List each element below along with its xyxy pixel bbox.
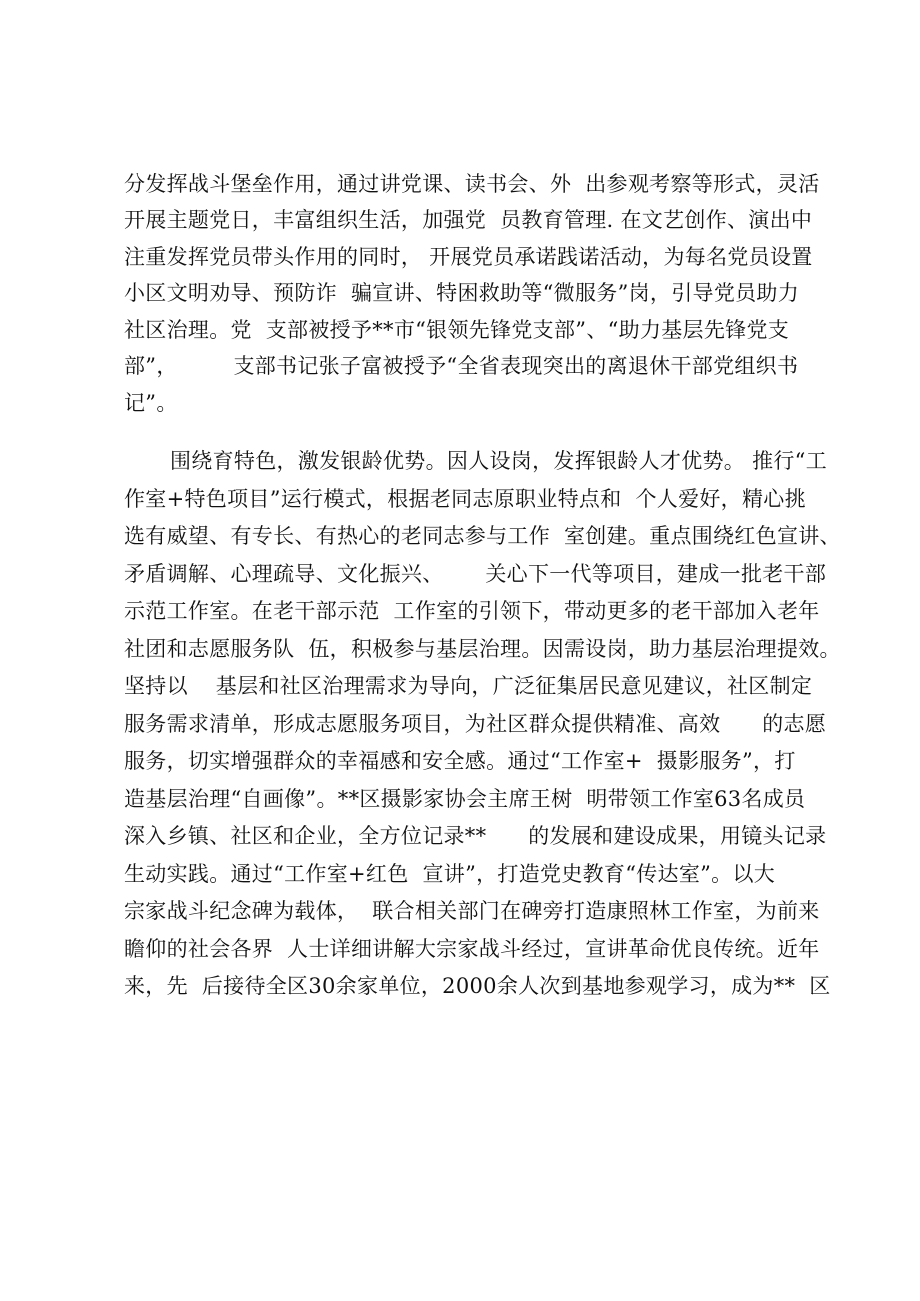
text-line: 服务，切实增强群众的幸福感和安全感。通过“工作室+ 摄影服务”，打 xyxy=(124,749,796,773)
text-line: 小区文明劝导、预防诈 骗宣讲、特困救助等“微服务”岗，引导党员助力 xyxy=(124,281,800,305)
text-line: 深入乡镇、社区和企业，全方位记录** 的发展和建设成果，用镜头记录 xyxy=(124,824,827,848)
text-line: 社团和志愿服务队 伍，积极参与基层治理。因需设岗，助力基层治理提效。 xyxy=(124,637,841,661)
text-line: 瞻仰的社会各界 人士详细讲解大宗家战斗经过，宣讲革命优良传统。近年 xyxy=(124,937,820,961)
paragraph-first-line: 围绕育特色，激发银龄优势。因人设岗，发挥银龄人才优势。 推行“工 xyxy=(170,449,828,473)
text-line: 注重发挥党员带头作用的同时， 开展党员承诺践诺活动，为每名党员设置 xyxy=(124,245,813,269)
text-line: 来，先 后接待全区30余家单位，2000余人次到基地参观学习，成为** 区 xyxy=(124,974,831,998)
text-line: 宗家战斗纪念碑为载体， 联合相关部门在碑旁打造康照林工作室，为前来 xyxy=(124,899,820,923)
text-line: 选有威望、有专长、有热心的老同志参与工作 室创建。重点围绕红色宣讲、 xyxy=(124,524,841,548)
text-line: 部”， 支部书记张子富被授予“全省表现突出的离退休干部党组织书 xyxy=(124,354,799,378)
text-line: 示范工作室。在老干部示范 工作室的引领下，带动更多的老干部加入老年 xyxy=(124,599,820,623)
text-line: 作室+特色项目”运行模式，根据老同志原职业特点和 个人爱好，精心挑 xyxy=(124,487,806,511)
text-line: 服务需求清单，形成志愿服务项目，为社区群众提供精准、高效 的志愿 xyxy=(124,712,827,736)
text-line: 生动实践。通过“工作室+红色 宣讲”，打造党史教育“传达室”。以大 xyxy=(124,862,776,886)
text-line: 造基层治理“自画像”。**区摄影家协会主席王树 明带领工作室63名成员 xyxy=(124,787,806,811)
text-line: 分发挥战斗堡垒作用，通过讲党课、读书会、外 出参观考察等形式，灵活 xyxy=(124,172,820,196)
text-line: 矛盾调解、心理疏导、文化振兴、 关心下一代等项目，建成一批老干部 xyxy=(124,562,827,586)
text-line: 社区治理。党 支部被授予**市“银领先锋党支部”、“助力基层先锋党支 xyxy=(124,318,790,342)
text-line: 记”。 xyxy=(124,391,178,415)
text-line: 开展主题党日，丰富组织生活，加强党 员教育管理. 在文艺创作、演出中 xyxy=(124,208,813,232)
text-line: 坚持以 基层和社区治理需求为导向，广泛征集居民意见建议，社区制定 xyxy=(124,674,813,698)
